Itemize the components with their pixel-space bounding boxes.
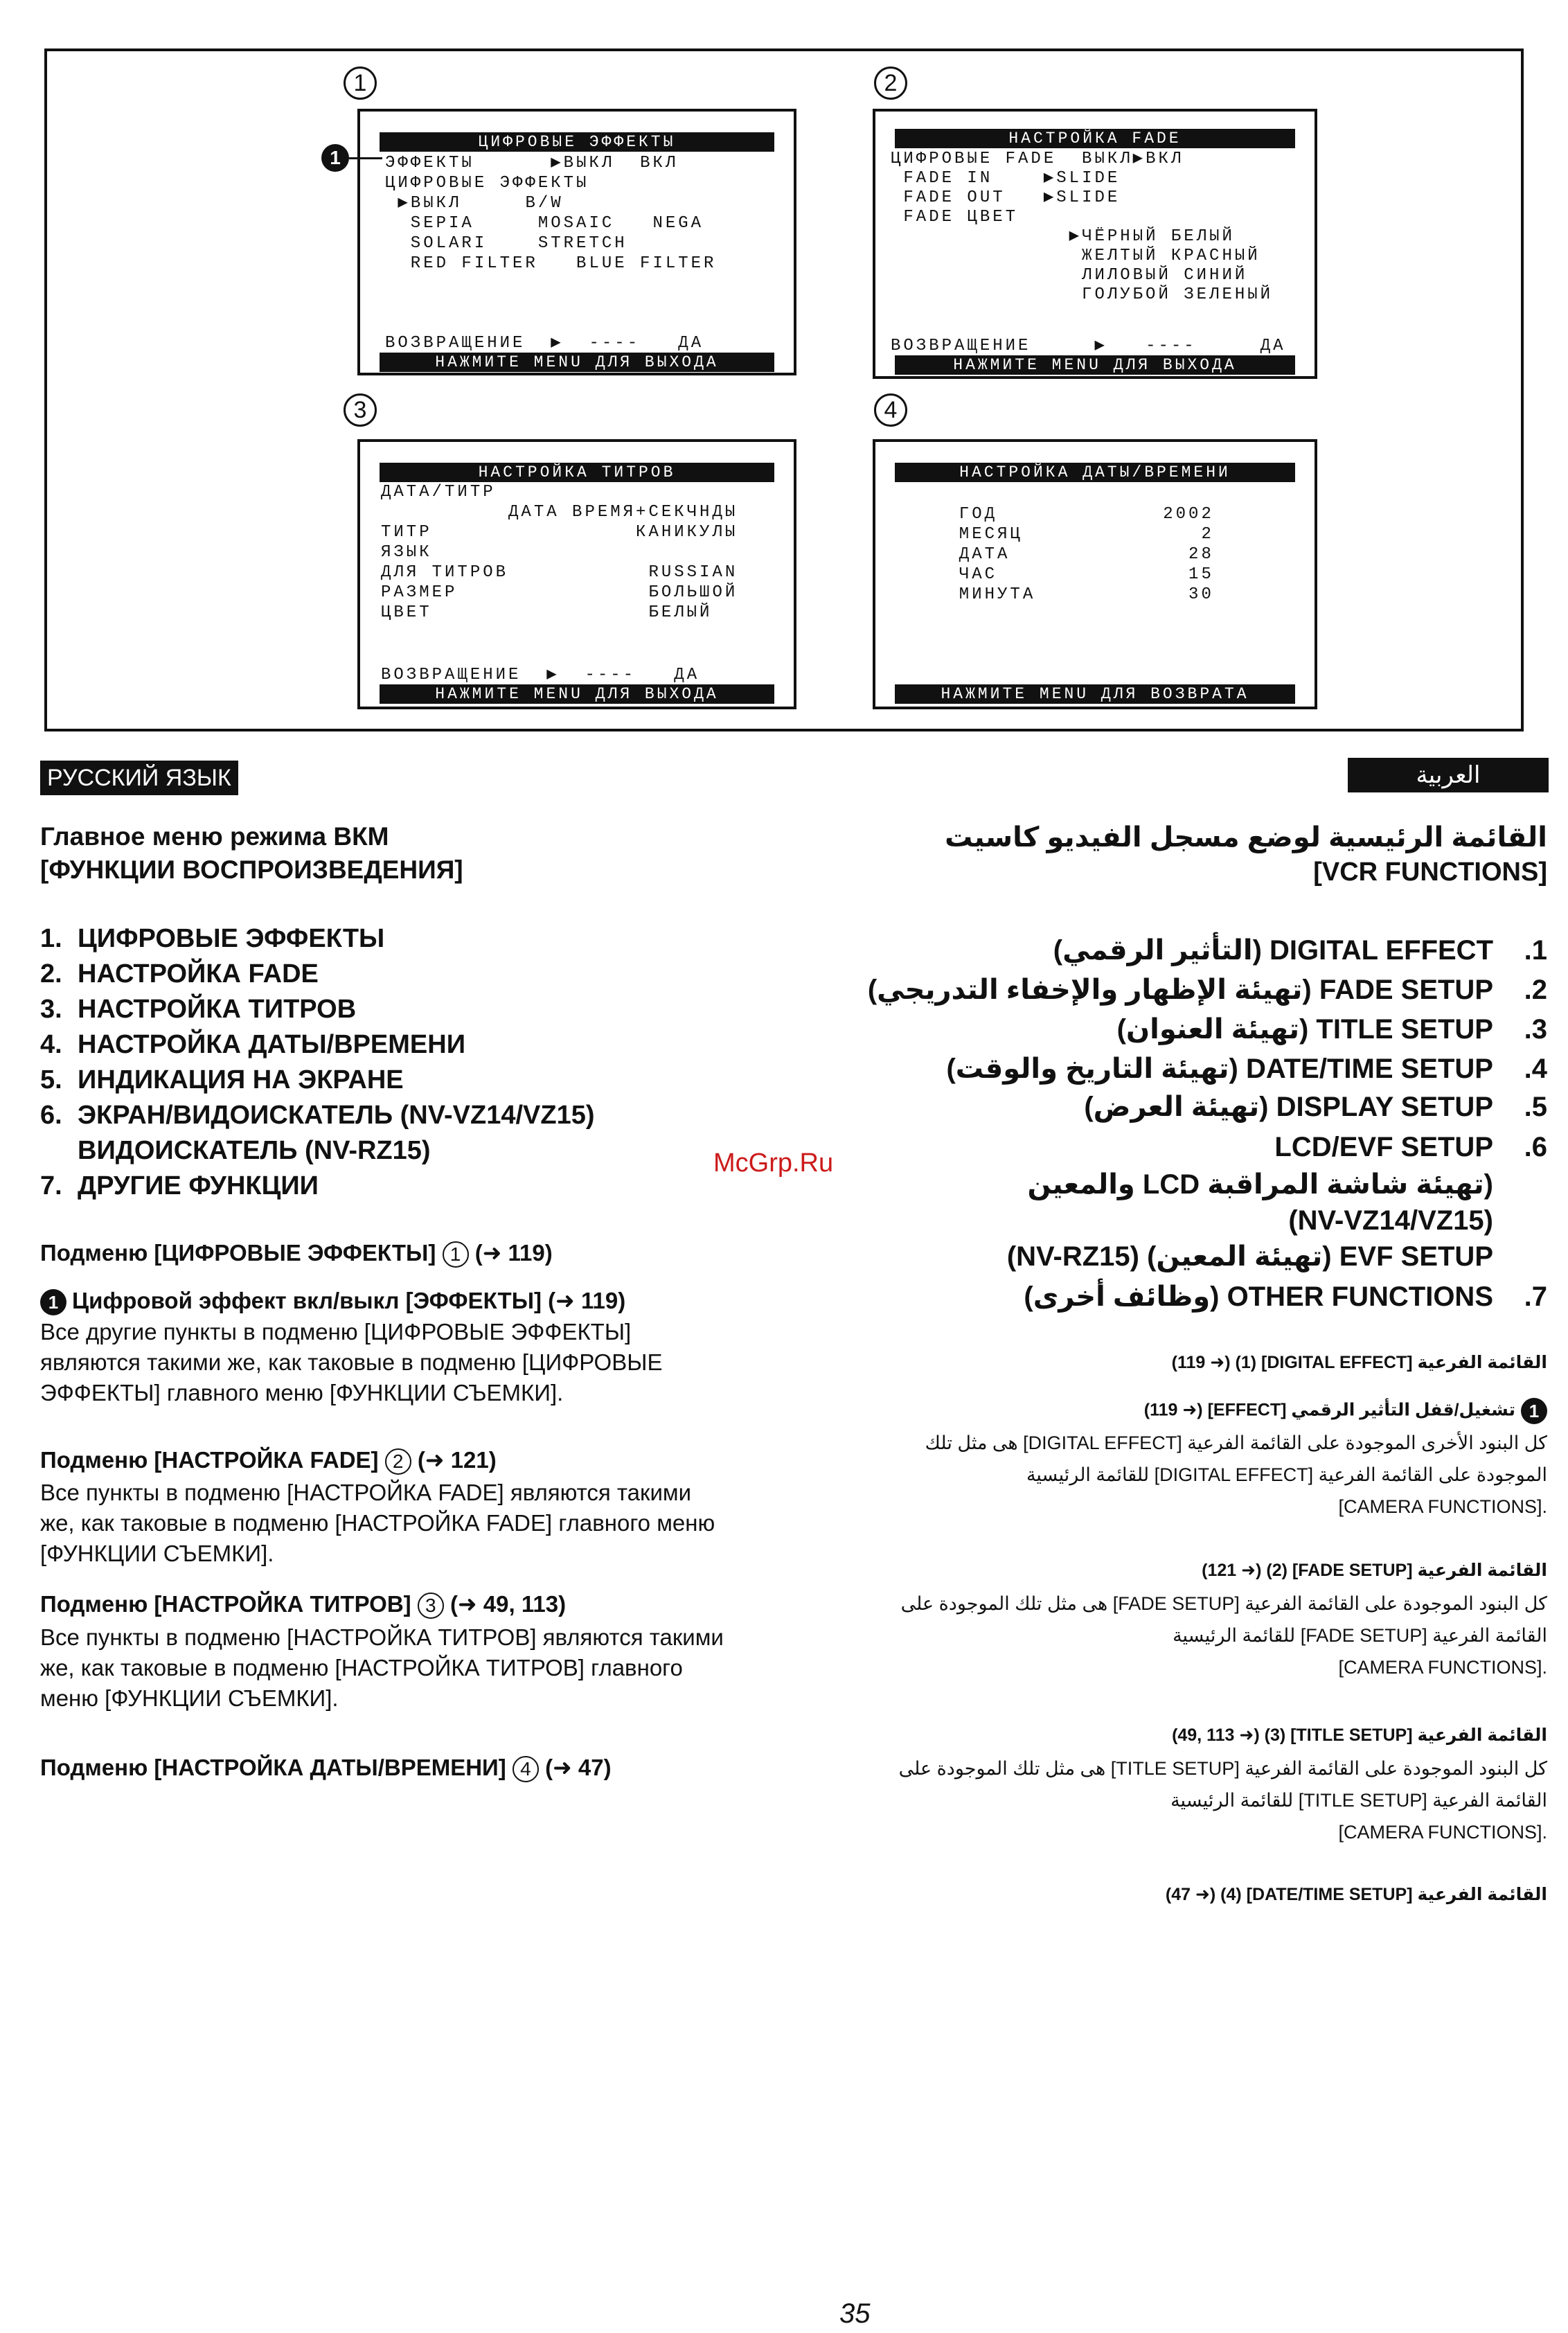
watermark: McGrp.Ru [713, 1148, 834, 1178]
screen-2-fade-setup [873, 109, 1317, 379]
screen-2-line: ▶ЧЁРНЫЙ БЕЛЫЙ [891, 227, 1235, 246]
screen-4-date-time-setup [873, 439, 1317, 709]
screen-3-line: ТИТР КАНИКУЛЫ [381, 523, 738, 542]
arabic-effect-body: [CAMERA FUNCTIONS]. [1338, 1496, 1547, 1517]
screen-1-effect-marker: 1 [321, 144, 349, 172]
screen-2-return-line: ВОЗВРАЩЕНИЕ ▶ ---- ДА [891, 337, 1286, 355]
screen-1-line: SOLARI STRETCH [385, 234, 627, 253]
arabic-submenu-4-heading: القائمة الفرعية [DATE/TIME SETUP] (4) (➜ 47) [1165, 1885, 1547, 1904]
screen-2-line: FADE OUT ▶SLIDE [891, 188, 1121, 207]
screen-1-line: ЦИФРОВЫЕ ЭФФЕКТЫ [385, 174, 589, 193]
screen-3-line: ДАТА/ТИТР [381, 483, 496, 502]
arabic-effect-marker: 1 [1521, 1398, 1547, 1424]
arabic-heading-line-1: القائمة الرئيسية لوضع مسجل الفيديو كاسيت [945, 822, 1547, 853]
arabic-menu-item: OTHER FUNCTIONS (وظائف أخرى) .7 [1024, 1281, 1547, 1312]
screen-3-line: РАЗМЕР БОЛЬШОЙ [381, 583, 738, 602]
screen-2-line: ЖЕЛТЫЙ КРАСНЫЙ [891, 247, 1260, 265]
russian-menu-item: 5. ИНДИКАЦИЯ НА ЭКРАНЕ [40, 1065, 404, 1094]
arabic-effect-heading: 1تشغيل/قفل التأثير الرقمي [EFFECT] (➜ 119) [1144, 1398, 1547, 1424]
arabic-menu-item: FADE SETUP (تهيئة الإظهار والإخفاء التدريجي) .2 [867, 975, 1547, 1005]
page-number: 35 [839, 2298, 871, 2329]
arabic-language-badge: العربية [1348, 758, 1549, 792]
arabic-menu-item: EVF SETUP (تهيئة المعين) (NV-RZ15) [1006, 1241, 1493, 1272]
russian-menu-item: 3. НАСТРОЙКА ТИТРОВ [40, 995, 357, 1024]
russian-submenu-4-heading: Подменю [НАСТРОЙКА ДАТЫ/ВРЕМЕНИ] 4 (➜ 47) [40, 1753, 612, 1783]
screen-1-line: RED FILTER BLUE FILTER [385, 254, 717, 273]
arabic-menu-item: DIGITAL EFFECT (التأثير الرقمي) .1 [1053, 935, 1547, 966]
arabic-menu-item: (تهيئة شاشة المراقبة LCD والمعين [1027, 1169, 1493, 1200]
russian-submenu-2-heading: Подменю [НАСТРОЙКА FADE] 2 (➜ 121) [40, 1445, 497, 1475]
submenu-2-circle: 2 [385, 1448, 411, 1475]
submenu-4-circle: 4 [513, 1756, 539, 1782]
screen-4-number: 4 [874, 393, 907, 427]
screen-2-line: ЛИЛОВЫЙ СИНИЙ [891, 266, 1248, 285]
russian-effect-body: являются такими же, как таковые в подменю [ЦИФРОВЫЕ [40, 1349, 663, 1375]
arabic-submenu-3-body: كل البنود الموجودة على القائمة الفرعية [TITLE SETUP] هى مثل تلك الموجودة على [898, 1758, 1547, 1779]
russian-language-badge: РУССКИЙ ЯЗЫК [40, 761, 238, 795]
screen-4-line: МИНУТА 30 [934, 585, 1214, 604]
arabic-submenu-2-body: كل البنود الموجودة على القائمة الفرعية [FADE SETUP] هى مثل تلك الموجودة على [900, 1593, 1547, 1614]
russian-menu-item: 6. ЭКРАН/ВИДОИСКАТЕЛЬ (NV-VZ14/VZ15) [40, 1101, 595, 1130]
arabic-effect-body: كل البنود الأخرى الموجودة على القائمة الفرعية [DIGITAL EFFECT] هى مثل تلك [925, 1432, 1547, 1453]
screen-1-marker-leader [349, 157, 382, 159]
arabic-menu-item: (NV-VZ14/VZ15) [1288, 1205, 1493, 1236]
russian-menu-item: 7. ДРУГИЕ ФУНКЦИИ [40, 1171, 319, 1200]
screen-4-footer: НАЖМИТЕ MENU ДЛЯ ВОЗВРАТА [895, 684, 1295, 704]
screen-4-line: ДАТА 28 [934, 545, 1214, 564]
arabic-submenu-3-heading: القائمة الفرعية [TITLE SETUP] (3) (➜ 49, 113) [1172, 1726, 1547, 1745]
screen-1-line: ▶ВЫКЛ B/W [385, 194, 564, 213]
screen-2-title: НАСТРОЙКА FADE [895, 129, 1295, 148]
screen-3-line: ЦВЕТ БЕЛЫЙ [381, 603, 713, 622]
russian-submenu-3-heading: Подменю [НАСТРОЙКА ТИТРОВ] 3 (➜ 49, 113) [40, 1589, 566, 1620]
russian-effect-body: Все другие пункты в подменю [ЦИФРОВЫЕ ЭФФЕКТЫ] [40, 1319, 632, 1345]
russian-heading-line-2: [ФУНКЦИИ ВОСПРОИЗВЕДЕНИЯ] [40, 855, 463, 884]
screen-2-line: ГОЛУБОЙ ЗЕЛЕНЫЙ [891, 285, 1274, 304]
russian-submenu-2-body: же, как таковые в подменю [НАСТРОЙКА FADE] главного меню [40, 1510, 715, 1536]
screen-3-title: НАСТРОЙКА ТИТРОВ [380, 463, 774, 482]
screen-3-footer: НАЖМИТЕ MENU ДЛЯ ВЫХОДА [380, 684, 774, 704]
russian-submenu-2-body: Все пункты в подменю [НАСТРОЙКА FADE] являются такими [40, 1480, 692, 1505]
russian-menu-item: 1. ЦИФРОВЫЕ ЭФФЕКТЫ [40, 924, 385, 953]
russian-submenu-1-heading: Подменю [ЦИФРОВЫЕ ЭФФЕКТЫ] 1 (➜ 119) [40, 1238, 553, 1268]
arabic-menu-item: DISPLAY SETUP (تهيئة العرض) .5 [1084, 1092, 1547, 1122]
screen-1-line: ЭФФЕКТЫ ▶ВЫКЛ ВКЛ [385, 154, 679, 172]
screen-4-line: ГОД 2002 [934, 505, 1214, 524]
screen-1-title: ЦИФРОВЫЕ ЭФФЕКТЫ [380, 132, 774, 152]
screen-4-line: ЧАС 15 [934, 565, 1214, 584]
screen-1-digital-effects [357, 109, 796, 375]
screen-3-line: ЯЗЫК [381, 543, 432, 562]
arabic-submenu-3-body: القائمة الفرعية [TITLE SETUP] للقائمة الرئيسية [1170, 1790, 1547, 1811]
russian-heading-line-1: Главное меню режима ВКМ [40, 822, 389, 851]
arabic-effect-body: الموجودة على القائمة الفرعية [DIGITAL EFFECT] للقائمة الرئيسية [1026, 1464, 1547, 1485]
arabic-submenu-1-heading: القائمة الفرعية [DIGITAL EFFECT] (1) (➜ 119) [1171, 1353, 1547, 1372]
screen-1-return-line: ВОЗВРАЩЕНИЕ ▶ ---- ДА [385, 334, 704, 353]
russian-effect-heading: 1 Цифровой эффект вкл/выкл [ЭФФЕКТЫ] (➜ 119) [40, 1286, 625, 1316]
submenu-3-circle: 3 [418, 1593, 444, 1619]
russian-submenu-3-body: Все пункты в подменю [НАСТРОЙКА ТИТРОВ] являются такими [40, 1624, 724, 1650]
russian-submenu-3-body: меню [ФУНКЦИИ СЪЕМКИ]. [40, 1685, 339, 1711]
screen-2-line: ЦИФРОВЫЕ FADE ВЫКЛ▶ВКЛ [891, 150, 1184, 168]
screen-1-footer: НАЖМИТЕ MENU ДЛЯ ВЫХОДА [380, 353, 774, 372]
screen-2-footer: НАЖМИТЕ MENU ДЛЯ ВЫХОДА [895, 355, 1295, 375]
screen-2-number: 2 [874, 66, 907, 100]
arabic-heading-line-2: [VCR FUNCTIONS] [1313, 858, 1547, 887]
arabic-menu-item: TITLE SETUP (تهيئة العنوان) .3 [1116, 1014, 1547, 1045]
screen-4-title: НАСТРОЙКА ДАТЫ/ВРЕМЕНИ [895, 463, 1295, 482]
screen-1-line: SEPIA MOSAIC NEGA [385, 214, 704, 233]
arabic-submenu-3-body: [CAMERA FUNCTIONS]. [1338, 1822, 1547, 1843]
arabic-menu-item: DATE/TIME SETUP (تهيئة التاريخ والوقت) .4 [946, 1054, 1547, 1084]
russian-effect-body: ЭФФЕКТЫ] главного меню [ФУНКЦИИ СЪЕМКИ]. [40, 1380, 564, 1405]
russian-submenu-2-body: [ФУНКЦИИ СЪЕМКИ]. [40, 1541, 274, 1566]
screen-1-number: 1 [344, 66, 377, 100]
arabic-submenu-2-heading: القائمة الفرعية [FADE SETUP] (2) (➜ 121) [1202, 1561, 1547, 1580]
screen-3-return-line: ВОЗВРАЩЕНИЕ ▶ ---- ДА [381, 666, 700, 684]
russian-menu-item: ВИДОИСКАТЕЛЬ (NV-RZ15) [78, 1136, 431, 1165]
screen-3-line: ДЛЯ ТИТРОВ RUSSIAN [381, 563, 738, 582]
russian-menu-item: 4. НАСТРОЙКА ДАТЫ/ВРЕМЕНИ [40, 1030, 466, 1059]
arabic-menu-item: LCD/EVF SETUP .6 [1274, 1132, 1547, 1162]
screen-2-line: FADE IN ▶SLIDE [891, 169, 1121, 188]
screen-4-line: МЕСЯЦ 2 [934, 525, 1214, 544]
submenu-1-circle: 1 [443, 1241, 469, 1268]
russian-menu-item: 2. НАСТРОЙКА FADE [40, 959, 319, 988]
screen-3-line: ДАТА ВРЕМЯ+СЕКЧНДЫ [381, 503, 738, 522]
screen-3-title-setup [357, 439, 796, 709]
effect-marker: 1 [40, 1289, 66, 1315]
screen-3-number: 3 [344, 393, 377, 427]
arabic-submenu-2-body: القائمة الفرعية [FADE SETUP] للقائمة الرئيسية [1173, 1625, 1547, 1646]
arabic-submenu-2-body: [CAMERA FUNCTIONS]. [1338, 1657, 1547, 1678]
screen-2-line: FADE ЦВЕТ [891, 208, 1019, 227]
russian-submenu-3-body: же, как таковые в подменю [НАСТРОЙКА ТИТРОВ] главного [40, 1655, 683, 1680]
